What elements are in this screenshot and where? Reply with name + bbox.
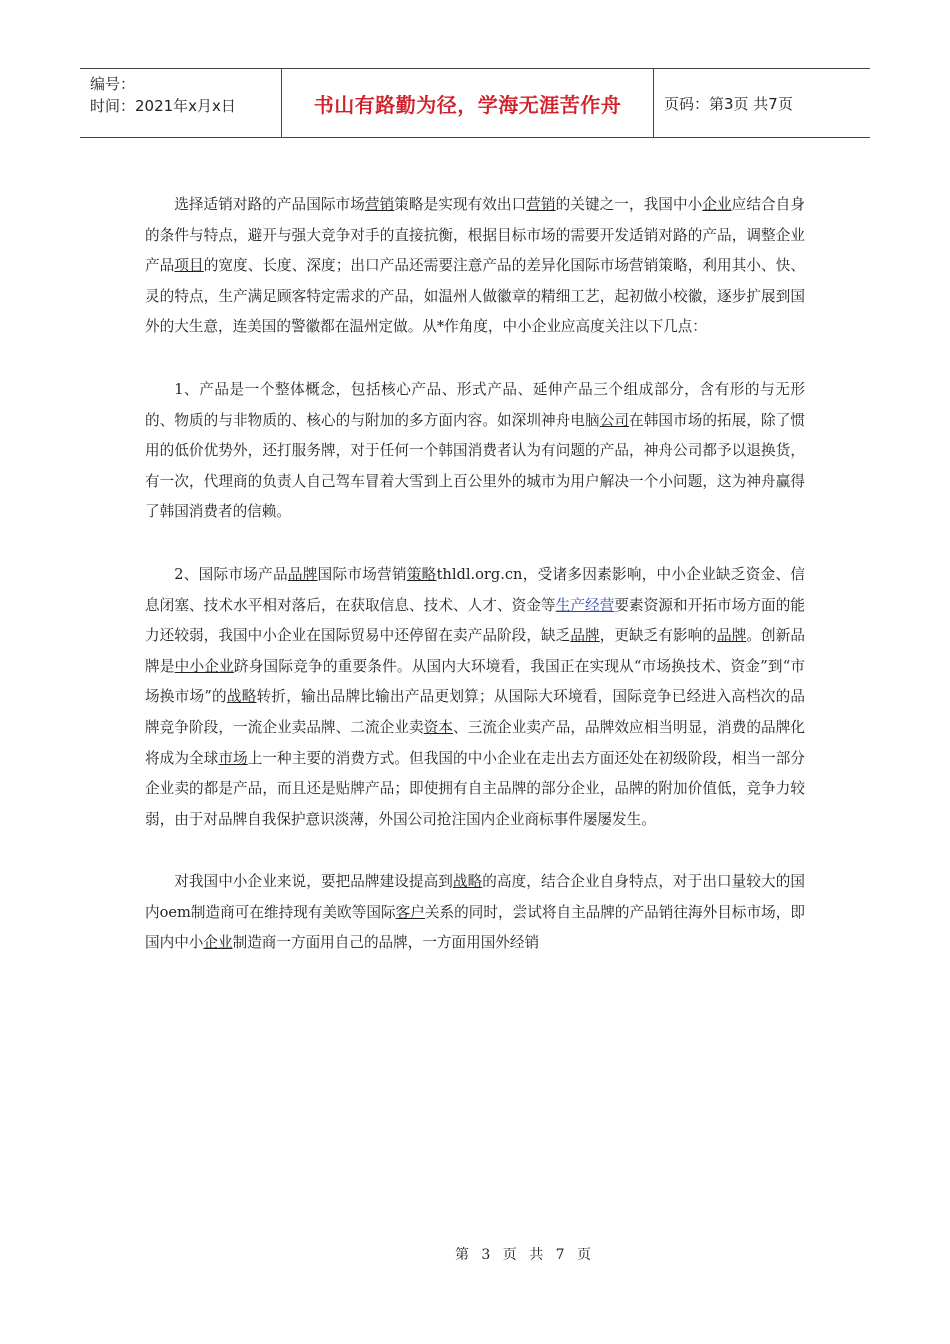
text-run: 应结合自身的条件与特点，避开与强大竞争对手的直接抗衡，根据目标市场的需要开发适销对路的产品，调整企业产品 xyxy=(145,196,805,275)
underlined-term: 客户 xyxy=(395,903,425,921)
paragraph xyxy=(145,867,805,959)
underlined-term: 项目 xyxy=(174,257,204,275)
document-body xyxy=(145,190,805,991)
text-run: 2、国际市场产品 xyxy=(174,565,288,583)
underlined-term: 企业 xyxy=(702,196,732,213)
document-number-label: 编号： xyxy=(90,75,136,93)
text-run: 策略是实现有效出口 xyxy=(394,196,527,213)
text-run: thldl.org.cn，受诸多因素影响，中小企业缺乏资金、信息闭塞、技术水平相对落后，在获取信息、技术、人才、资金等 xyxy=(145,565,805,614)
underlined-term: 公司 xyxy=(599,411,630,429)
text-run: 选择适销对路的产品国际市场 xyxy=(174,196,365,213)
text-run: 在韩国市场的拓展，除了惯用的低价优势外，还打服务牌，对于任何一个韩国消费者认为有问题的产品，神舟公司都予以退换货，有一次，代理商的负责人自己驾车冒着大雪到上百公里外的城市为用户解决一个小问题，这为神舟赢得了韩国消费者的信赖。 xyxy=(145,411,805,521)
underlined-term: 品牌 xyxy=(717,627,747,645)
page-header xyxy=(80,68,870,138)
text-run: 跻身国际竞争的重要条件。从国内大环境看，我国正在实现从“市场换技术、资金”到“市场换市场”的 xyxy=(145,657,805,706)
text-run: 1、产品是一个整体概念，包括核心产品、形式产品、延伸产品三个组成部分，含有形的与无形的、物质的与非物质的、核心的与附加的多方面内容。如深圳神舟电脑 xyxy=(145,380,805,429)
underlined-term: 品牌 xyxy=(570,627,600,645)
text-run: 。创新品牌是 xyxy=(145,627,805,675)
underlined-term: 品牌 xyxy=(287,565,318,583)
header-meta xyxy=(80,69,282,137)
text-run: 转折，输出品牌比输出产品更划算；从国际大环境看，国际竞争已经进入高档次的品牌竞争阶段，一流企业卖品牌、二流企业卖 xyxy=(145,688,805,736)
text-run: 的关键之一，我国中小 xyxy=(555,196,703,213)
header-page-label: 页码：第3页 共7页 xyxy=(664,94,793,113)
text-run: 对我国中小企业来说，要把品牌建设提高到 xyxy=(174,873,453,891)
underlined-term: 策略 xyxy=(406,565,437,583)
underlined-term: 战略 xyxy=(226,688,257,706)
underlined-term: 营销 xyxy=(526,196,556,213)
underlined-term: 营销 xyxy=(364,196,395,213)
text-run: 、三流企业卖产品，品牌效应相当明显，消费的品牌化将成为全球 xyxy=(145,718,805,767)
page-footer: 第 3 页 共 7 页 xyxy=(454,1247,596,1263)
underlined-term: 企业 xyxy=(203,934,233,952)
paragraph xyxy=(145,560,805,835)
text-run: 国际市场营销 xyxy=(317,565,407,583)
text-run: ，更缺乏有影响的 xyxy=(599,627,718,645)
hyperlink[interactable]: 生产经营 xyxy=(555,596,615,614)
header-motto: 书山有路勤为径，学海无涯苦作舟 xyxy=(282,69,654,137)
underlined-term: 资本 xyxy=(423,718,454,736)
paragraph xyxy=(145,190,805,343)
text-run: 要素资源和开拓市场方面的能力还较弱，我国中小企业在国际贸易中还停留在卖产品阶段，缺乏 xyxy=(145,596,805,645)
text-run: 的高度，结合企业自身特点，对于出口量较大的国内oem制造商可在维持现有美欧等国际 xyxy=(145,873,805,921)
underlined-term: 中小企业 xyxy=(174,657,234,675)
text-run: 关系的同时，尝试将自主品牌的产品销往海外目标市场，即国内中小 xyxy=(145,903,805,952)
document-date-label: 时间：2021年x月x日 xyxy=(90,97,236,115)
underlined-term: 战略 xyxy=(452,873,483,891)
text-run: 上一种主要的消费方式。但我国的中小企业在走出去方面还处在初级阶段，相当一部分企业卖的都是产品，而且还是贴牌产品；即使拥有自主品牌的部分企业，品牌的附加价值低，竞争力较弱，由于对品牌自我保护意识淡薄，外国公司抢注国内企业商标事件屡屡发生。 xyxy=(145,749,805,828)
paragraph xyxy=(145,375,805,528)
underlined-term: 市场 xyxy=(218,749,248,767)
text-run: 的宽度、长度、深度；出口产品还需要注意产品的差异化国际市场营销策略，利用其小、快、灵的特点，生产满足顾客特定需求的产品，如温州人做徽章的精细工艺，起初做小校徽，逐步扩展到国外的大生意，连美国的警徽都在温州定做。从*作角度，中小企业应高度关注以下几点： xyxy=(145,257,805,336)
text-run: 制造商一方面用自己的品牌，一方面用国外经销 xyxy=(232,934,540,952)
